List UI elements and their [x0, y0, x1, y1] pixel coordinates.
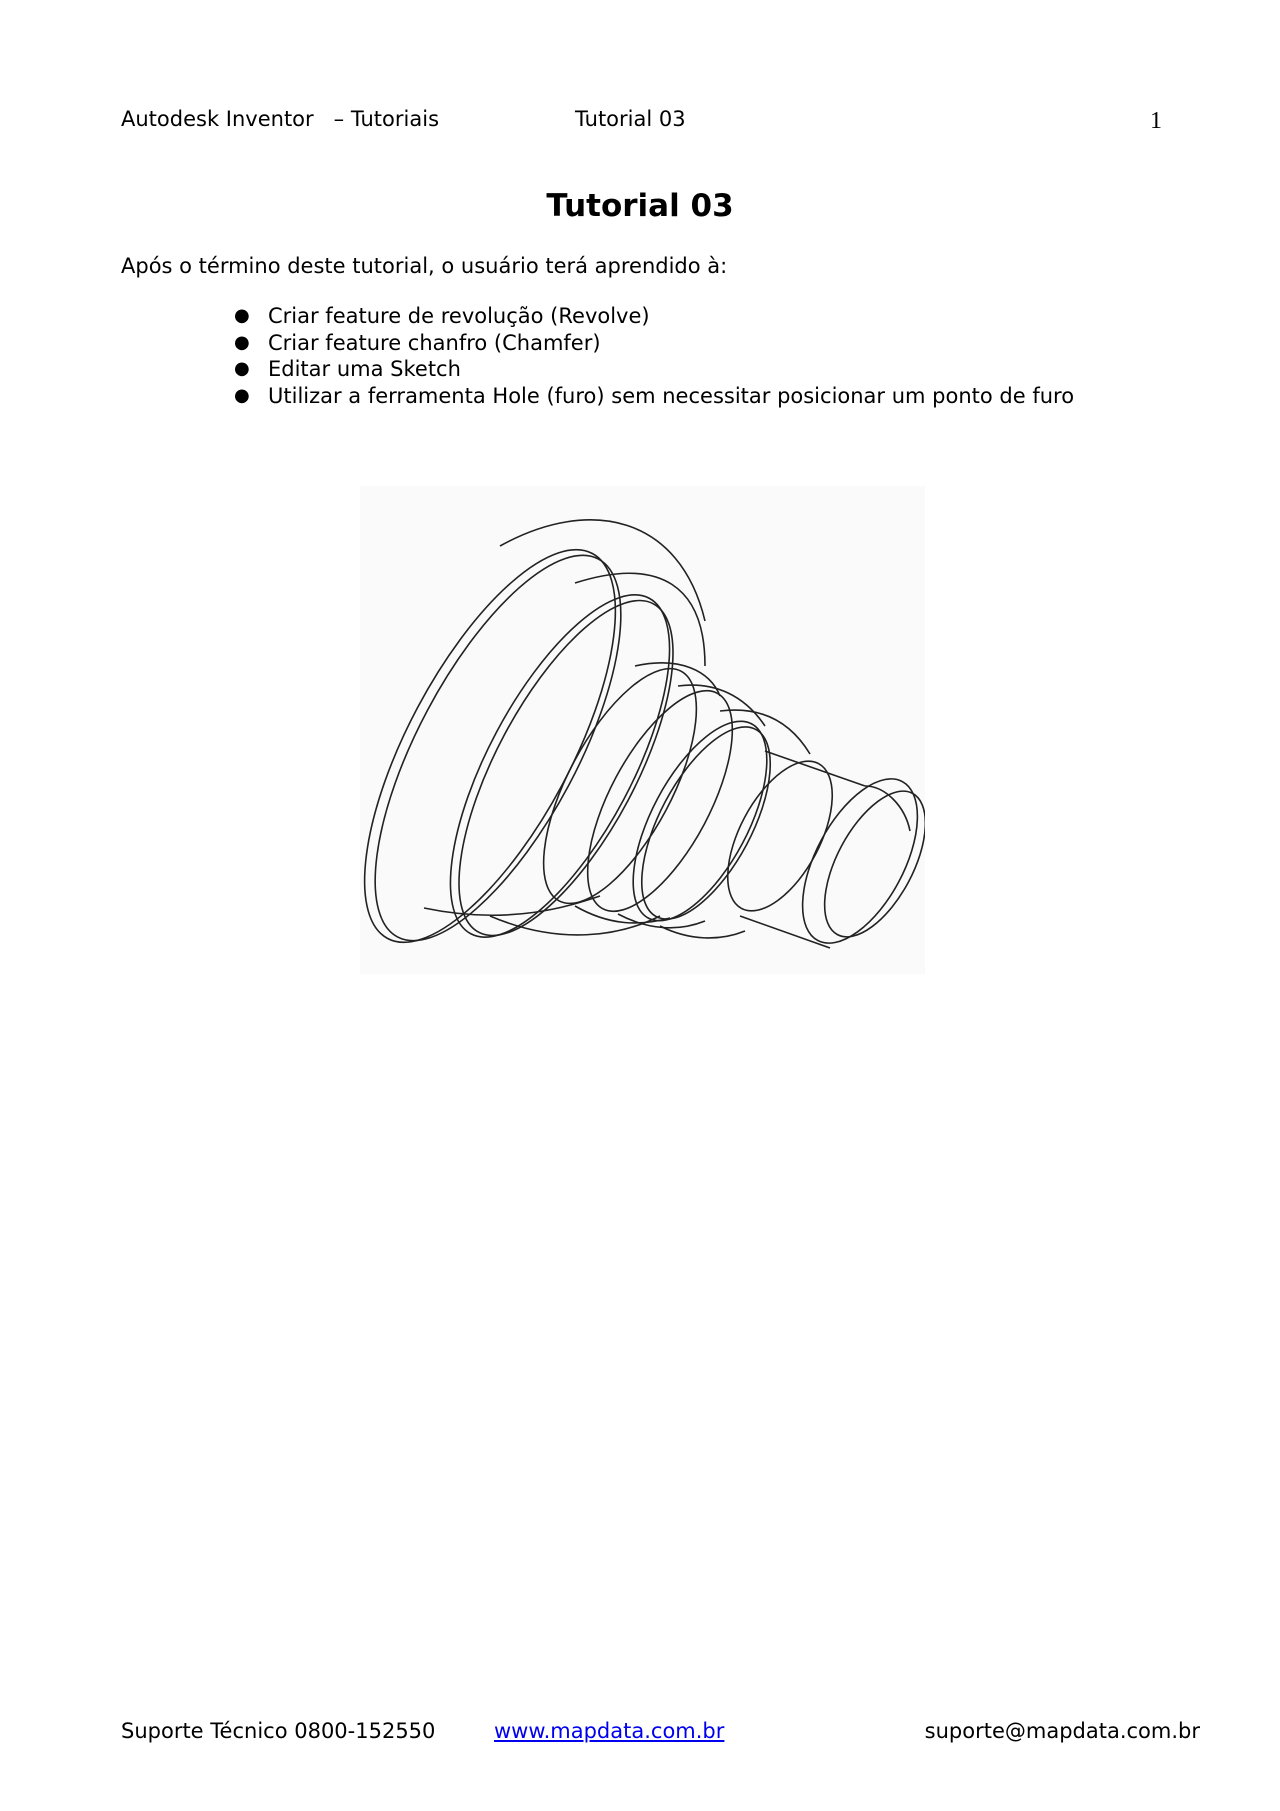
list-item: [234, 383, 1075, 410]
bullet-icon: ●: [234, 331, 250, 353]
intro-text: Após o término deste tutorial, o usuário terá aprendido à:: [121, 254, 728, 278]
bullet-icon: ●: [234, 358, 250, 379]
list-item: [234, 303, 1074, 330]
objectives-list: [234, 303, 1075, 409]
footer-website-link[interactable]: www.mapdata.com.br: [494, 1719, 725, 1743]
header-tutorial-label: Tutorial 03: [575, 107, 686, 131]
revolved-part-illustration: [360, 486, 925, 974]
page-number: 1: [1150, 108, 1162, 134]
list-item-text: Utilizar a ferramenta Hole (furo) sem necessitar posicionar um ponto de furo: [268, 383, 1075, 408]
list-item: [234, 356, 1074, 383]
header-title: Autodesk Inventor – Tutoriais: [121, 107, 440, 131]
list-item-text: Editar uma Sketch: [268, 357, 461, 381]
bullet-icon: ●: [234, 305, 250, 326]
list-item: [234, 330, 1074, 357]
list-item-text: Criar feature de revolução (Revolve): [268, 304, 650, 328]
page-title: Tutorial 03: [546, 188, 734, 224]
list-item-text: Criar feature chanfro (Chamfer): [268, 330, 601, 355]
footer-email: suporte@mapdata.com.br: [924, 1719, 1200, 1743]
footer-support-phone: Suporte Técnico 0800-152550: [121, 1719, 436, 1743]
bullet-icon: ●: [234, 384, 250, 406]
